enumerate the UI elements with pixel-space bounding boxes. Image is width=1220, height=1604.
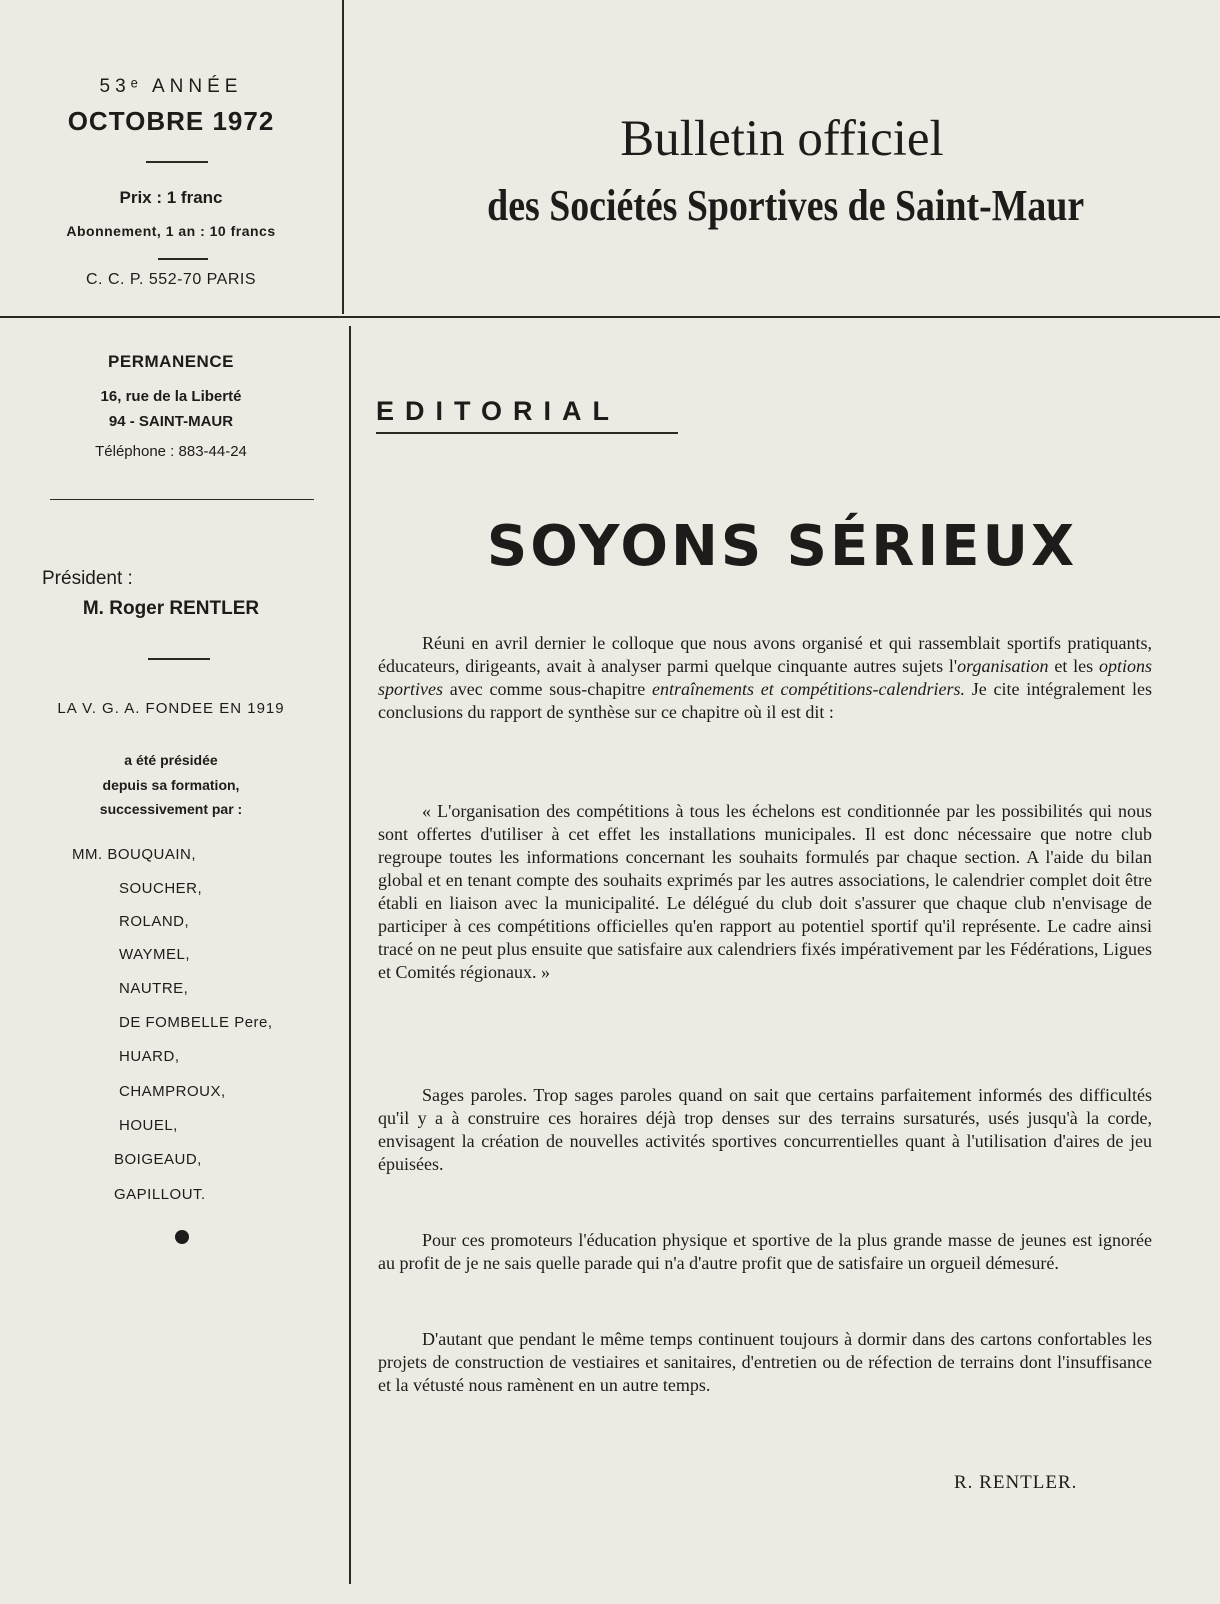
- address-city: 94 - SAINT-MAUR: [108, 413, 234, 430]
- divider: [146, 161, 208, 163]
- ccp-account: C. C. P. 552-70 PARIS: [86, 271, 256, 288]
- divider: [50, 499, 314, 500]
- list-item: DE FOMBELLE Pere,: [119, 1014, 273, 1031]
- vga-text: a été présidée: [124, 752, 218, 768]
- paragraph-5: D'autant que pendant le même temps continuent toujours à dormir dans des cartons confortables les projets de construction de vestiaires et sanitaires, d'entretien ou de réfection de terrains dont l'insuffisance et la vétusté nous ramènent en un autre temps.: [378, 1329, 1152, 1395]
- vga-heading: LA V. G. A. FONDEE EN 1919: [57, 700, 285, 717]
- paragraph-3: Sages paroles. Trop sages paroles quand on sait que certains parfaitement informés des difficultés qu'il y a à construire ces horaires déjà trop denses sur des terrains sursaturés, usés jusqu'à la corde, envisagent la création de nouvelles activités sportives concurrentielles quant à l'utilisation d'aires de jeu épuisées.: [378, 1085, 1152, 1174]
- divider: [158, 258, 208, 260]
- permanence-heading: PERMANENCE: [108, 352, 234, 371]
- vga-text: depuis sa formation,: [102, 777, 240, 793]
- bulletin-subtitle: des Sociétés Sportives de Saint-Maur: [487, 181, 1085, 230]
- author-signature: R. RENTLER.: [954, 1472, 1078, 1493]
- divider: [148, 658, 210, 660]
- article-headline: SOYONS SÉRIEUX: [486, 514, 1078, 579]
- masthead-bottom-rule: [0, 316, 1220, 318]
- vga-text: successivement par :: [99, 801, 243, 817]
- issue-date: OCTOBRE 1972: [67, 106, 275, 136]
- paragraph-1: Réuni en avril dernier le colloque que nous avons organisé et qui rassemblait sportifs pratiquants, éducateurs, dirigeants, avait à analyser parmi quelque cinquante autres sujets l'organisation et les options sportives avec comme sous-chapitre entraînements et compétitions-calendriers. Je cite intégralement les conclusions du rapport de synthèse sur ce chapitre où il est dit :: [378, 633, 1152, 722]
- list-item: MM. BOUQUAIN,: [72, 846, 197, 863]
- list-item: SOUCHER,: [119, 880, 203, 897]
- list-item: NAUTRE,: [119, 980, 189, 997]
- list-item: BOIGEAUD,: [114, 1151, 202, 1168]
- list-item: GAPILLOUT.: [114, 1186, 206, 1203]
- address-street: 16, rue de la Liberté: [100, 388, 242, 405]
- phone: Téléphone : 883-44-24: [95, 443, 247, 460]
- president-name: M. Roger RENTLER: [82, 598, 260, 619]
- bullet-icon: [175, 1230, 189, 1244]
- list-item: CHAMPROUX,: [119, 1083, 226, 1100]
- list-item: ROLAND,: [119, 913, 190, 930]
- section-underline: [376, 432, 678, 434]
- president-label: Président :: [42, 568, 133, 589]
- subscription: Abonnement, 1 an : 10 francs: [66, 223, 276, 239]
- paragraph-4: Pour ces promoteurs l'éducation physique et sportive de la plus grande masse de jeunes est ignorée au profit de je ne sais quelle parade qui n'a d'autre profit que de satisfaire un orgueil démesuré.: [378, 1230, 1152, 1273]
- price: Prix : 1 franc: [119, 188, 223, 207]
- section-heading: EDITORIAL: [376, 396, 621, 426]
- list-item: HUARD,: [119, 1048, 180, 1065]
- paragraph-2-quote: « L'organisation des compétitions à tous les échelons est conditionnée par les possibilités qui nous sont offertes d'utiliser à cet effet les installations municipales. Il est donc nécessaire que notre club regroupe toutes les informations concernant les souhaits formulés par chaque section. A l'aide du bilan global et en tenant compte des souhaits exprimés par les autres associations, le calendrier complet doit être établi en liaison avec la municipalité. Le délégué du club doit s'assurer que chaque club n'envisage de participer à ces compétitions officielles qu'en rapport au potentiel sportif qu'il représente. Le cadre ainsi tracé on ne peut plus ensuite que satisfaire aux calendriers fixés impérativement par les Fédérations, Ligues et Comités régionaux. »: [378, 801, 1152, 982]
- bulletin-title: Bulletin officiel: [620, 111, 944, 167]
- year-label: 53ᵉ ANNÉE: [99, 76, 243, 97]
- list-item: HOUEL,: [119, 1117, 178, 1134]
- list-item: WAYMEL,: [119, 946, 191, 963]
